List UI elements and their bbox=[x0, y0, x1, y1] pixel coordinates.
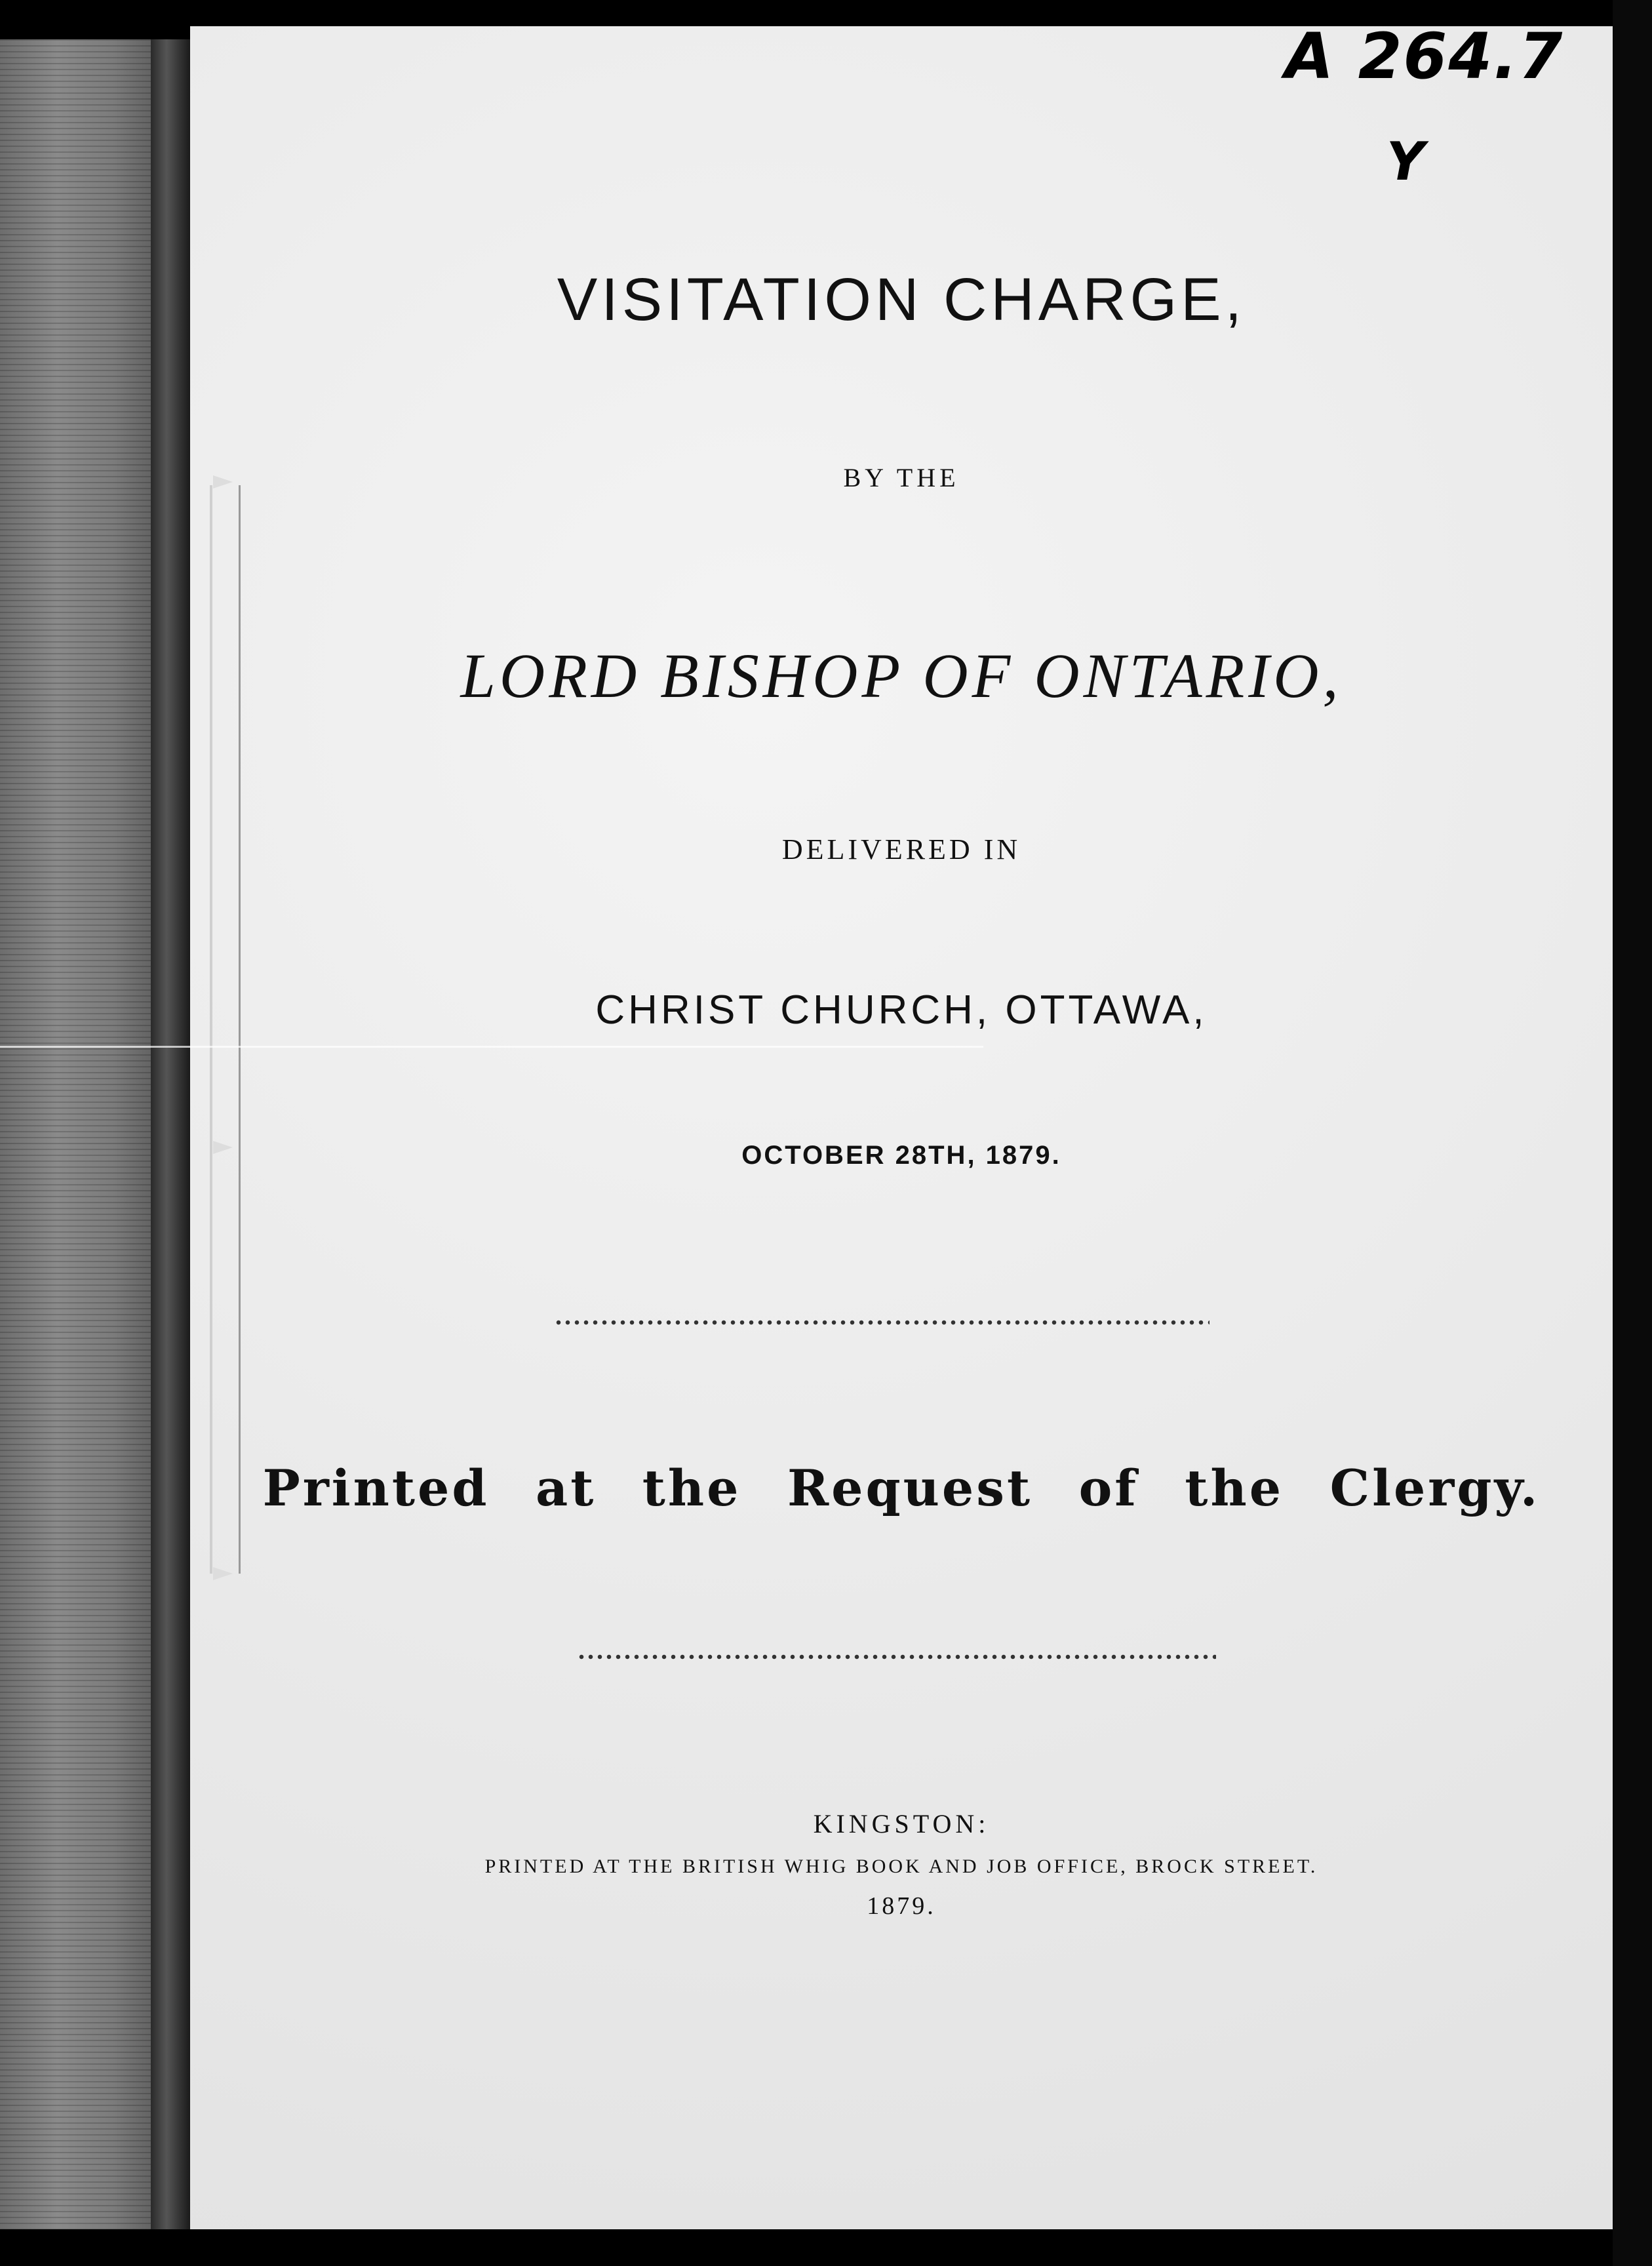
date-line: OCTOBER 28TH, 1879. bbox=[741, 1141, 1061, 1170]
handwritten-mark: Y bbox=[1386, 131, 1425, 192]
stitch-mark-bottom bbox=[213, 1567, 233, 1580]
printed-note: Printed at the Request of the Clergy. bbox=[262, 1459, 1541, 1517]
delivered-in-line: DELIVERED IN bbox=[781, 833, 1021, 865]
place-line: CHRIST CHURCH, OTTAWA, bbox=[595, 987, 1208, 1033]
imprint-year: 1879. bbox=[867, 1892, 936, 1920]
by-the-line: BY THE bbox=[843, 463, 960, 492]
ornamental-rule-top bbox=[554, 1319, 1210, 1326]
imprint-printer: PRINTED AT THE BRITISH WHIG BOOK AND JOB OFFICE, BROCK STREET. bbox=[484, 1856, 1318, 1877]
title: VISITATION CHARGE, bbox=[557, 266, 1246, 333]
imprint-city: KINGSTON: bbox=[813, 1809, 990, 1839]
author-line: LORD BISHOP OF ONTARIO, bbox=[460, 641, 1343, 711]
scan-border-right bbox=[1613, 0, 1652, 2266]
handwritten-shelfmark: A 264.7 bbox=[1285, 20, 1564, 93]
fold-crease bbox=[0, 1046, 983, 1048]
ornamental-rule-bottom bbox=[577, 1654, 1216, 1660]
binding-edge bbox=[151, 39, 190, 2229]
